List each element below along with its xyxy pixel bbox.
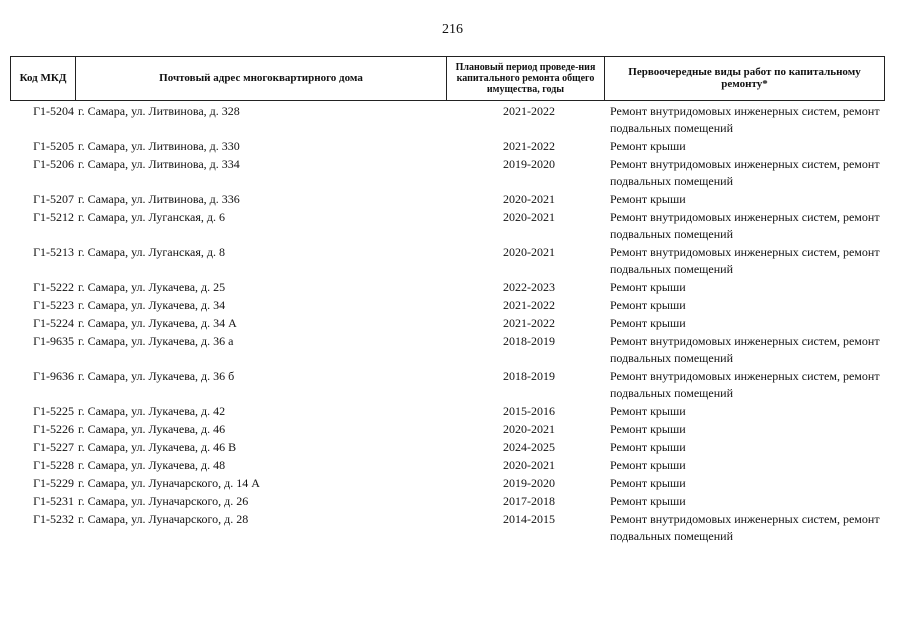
table-row bbox=[10, 191, 885, 208]
cell-address: г. Самара, ул. Луначарского, д. 14 А bbox=[78, 476, 260, 490]
cell-period: 2019-2020 bbox=[503, 476, 555, 490]
table-row bbox=[10, 403, 885, 420]
table-body bbox=[10, 103, 885, 546]
cell-period: 2022-2023 bbox=[503, 280, 555, 294]
cell-works: Ремонт внутридомовых инженерных систем, ремонт подвальных помещений bbox=[610, 104, 880, 135]
table-row bbox=[10, 103, 885, 137]
cell-works: Ремонт крыши bbox=[610, 458, 686, 472]
cell-works: Ремонт внутридомовых инженерных систем, ремонт подвальных помещений bbox=[610, 210, 880, 241]
cell-code: Г1-5232 bbox=[33, 512, 74, 526]
table-row bbox=[10, 439, 885, 456]
cell-address: г. Самара, ул. Лукачева, д. 36 б bbox=[78, 369, 235, 383]
table-row bbox=[10, 421, 885, 438]
cell-works: Ремонт внутридомовых инженерных систем, ремонт подвальных помещений bbox=[610, 512, 880, 543]
table-row bbox=[10, 493, 885, 510]
cell-address: г. Самара, ул. Литвинова, д. 330 bbox=[78, 139, 240, 153]
table-row bbox=[10, 156, 885, 190]
cell-period: 2024-2025 bbox=[503, 440, 555, 454]
cell-period: 2015-2016 bbox=[503, 404, 555, 418]
cell-works: Ремонт крыши bbox=[610, 316, 686, 330]
cell-address: г. Самара, ул. Луганская, д. 8 bbox=[78, 245, 225, 259]
cell-address: г. Самара, ул. Лукачева, д. 46 bbox=[78, 422, 226, 436]
header-code: Код МКД bbox=[10, 56, 76, 100]
cell-period: 2019-2020 bbox=[503, 157, 555, 171]
cell-code: Г1-5204 bbox=[33, 104, 74, 118]
cell-works: Ремонт крыши bbox=[610, 280, 686, 294]
cell-period: 2021-2022 bbox=[503, 139, 555, 153]
cell-code: Г1-5229 bbox=[33, 476, 74, 490]
cell-code: Г1-9635 bbox=[33, 334, 74, 348]
cell-period: 2018-2019 bbox=[503, 369, 555, 383]
cell-address: г. Самара, ул. Луганская, д. 6 bbox=[78, 210, 225, 224]
cell-address: г. Самара, ул. Литвинова, д. 336 bbox=[78, 192, 240, 206]
cell-code: Г1-5222 bbox=[33, 280, 74, 294]
cell-works: Ремонт крыши bbox=[610, 298, 686, 312]
table-row bbox=[10, 475, 885, 492]
table-row bbox=[10, 368, 885, 402]
page-number: 216 bbox=[442, 22, 463, 37]
table-row bbox=[10, 244, 885, 278]
table-row bbox=[10, 457, 885, 474]
table-row bbox=[10, 333, 885, 367]
cell-code: Г1-5224 bbox=[33, 316, 74, 330]
cell-address: г. Самара, ул. Лукачева, д. 48 bbox=[78, 458, 226, 472]
cell-period: 2020-2021 bbox=[503, 192, 555, 206]
cell-address: г. Самара, ул. Луначарского, д. 28 bbox=[78, 512, 249, 526]
cell-period: 2020-2021 bbox=[503, 422, 555, 436]
cell-code: Г1-5225 bbox=[33, 404, 74, 418]
cell-works: Ремонт внутридомовых инженерных систем, ремонт подвальных помещений bbox=[610, 245, 880, 276]
table-row bbox=[10, 209, 885, 243]
cell-works: Ремонт крыши bbox=[610, 422, 686, 436]
cell-code: Г1-9636 bbox=[33, 369, 74, 383]
cell-period: 2020-2021 bbox=[503, 458, 555, 472]
cell-works: Ремонт крыши bbox=[610, 139, 686, 153]
cell-works: Ремонт крыши bbox=[610, 494, 686, 508]
cell-address: г. Самара, ул. Лукачева, д. 42 bbox=[78, 404, 226, 418]
cell-code: Г1-5223 bbox=[33, 298, 74, 312]
cell-address: г. Самара, ул. Лукачева, д. 36 а bbox=[78, 334, 234, 348]
cell-code: Г1-5205 bbox=[33, 139, 74, 153]
table-row bbox=[10, 297, 885, 314]
table-row bbox=[10, 138, 885, 155]
cell-period: 2021-2022 bbox=[503, 316, 555, 330]
table-row bbox=[10, 315, 885, 332]
cell-code: Г1-5231 bbox=[33, 494, 74, 508]
cell-period: 2021-2022 bbox=[503, 104, 555, 118]
cell-code: Г1-5213 bbox=[33, 245, 74, 259]
cell-code: Г1-5226 bbox=[33, 422, 74, 436]
header-works: Первоочередные виды работ по капитальному ремонту* bbox=[605, 56, 885, 100]
cell-works: Ремонт внутридомовых инженерных систем, ремонт подвальных помещений bbox=[610, 157, 880, 188]
cell-period: 2014-2015 bbox=[503, 512, 555, 526]
cell-address: г. Самара, ул. Лукачева, д. 25 bbox=[78, 280, 226, 294]
table-row bbox=[10, 279, 885, 296]
cell-address: г. Самара, ул. Лукачева, д. 34 А bbox=[78, 316, 237, 330]
cell-works: Ремонт крыши bbox=[610, 192, 686, 206]
table-row bbox=[10, 511, 885, 545]
header-address: Почтовый адрес многоквартирного дома bbox=[76, 56, 447, 100]
cell-code: Г1-5227 bbox=[33, 440, 74, 454]
cell-works: Ремонт крыши bbox=[610, 440, 686, 454]
cell-address: г. Самара, ул. Лукачева, д. 46 В bbox=[78, 440, 237, 454]
cell-works: Ремонт внутридомовых инженерных систем, ремонт подвальных помещений bbox=[610, 334, 880, 365]
cell-address: г. Самара, ул. Литвинова, д. 334 bbox=[78, 157, 240, 171]
cell-code: Г1-5207 bbox=[33, 192, 74, 206]
cell-code: Г1-5228 bbox=[33, 458, 74, 472]
cell-period: 2021-2022 bbox=[503, 298, 555, 312]
header-period: Плановый период проведе-ния капитального ремонта общего имущества, годы bbox=[447, 56, 605, 100]
table-header bbox=[10, 56, 885, 101]
cell-period: 2018-2019 bbox=[503, 334, 555, 348]
cell-code: Г1-5206 bbox=[33, 157, 74, 171]
cell-period: 2020-2021 bbox=[503, 245, 555, 259]
cell-works: Ремонт крыши bbox=[610, 476, 686, 490]
cell-address: г. Самара, ул. Лукачева, д. 34 bbox=[78, 298, 226, 312]
cell-address: г. Самара, ул. Луначарского, д. 26 bbox=[78, 494, 249, 508]
cell-address: г. Самара, ул. Литвинова, д. 328 bbox=[78, 104, 240, 118]
cell-works: Ремонт внутридомовых инженерных систем, ремонт подвальных помещений bbox=[610, 369, 880, 400]
cell-period: 2020-2021 bbox=[503, 210, 555, 224]
cell-code: Г1-5212 bbox=[33, 210, 74, 224]
cell-works: Ремонт крыши bbox=[610, 404, 686, 418]
cell-period: 2017-2018 bbox=[503, 494, 555, 508]
